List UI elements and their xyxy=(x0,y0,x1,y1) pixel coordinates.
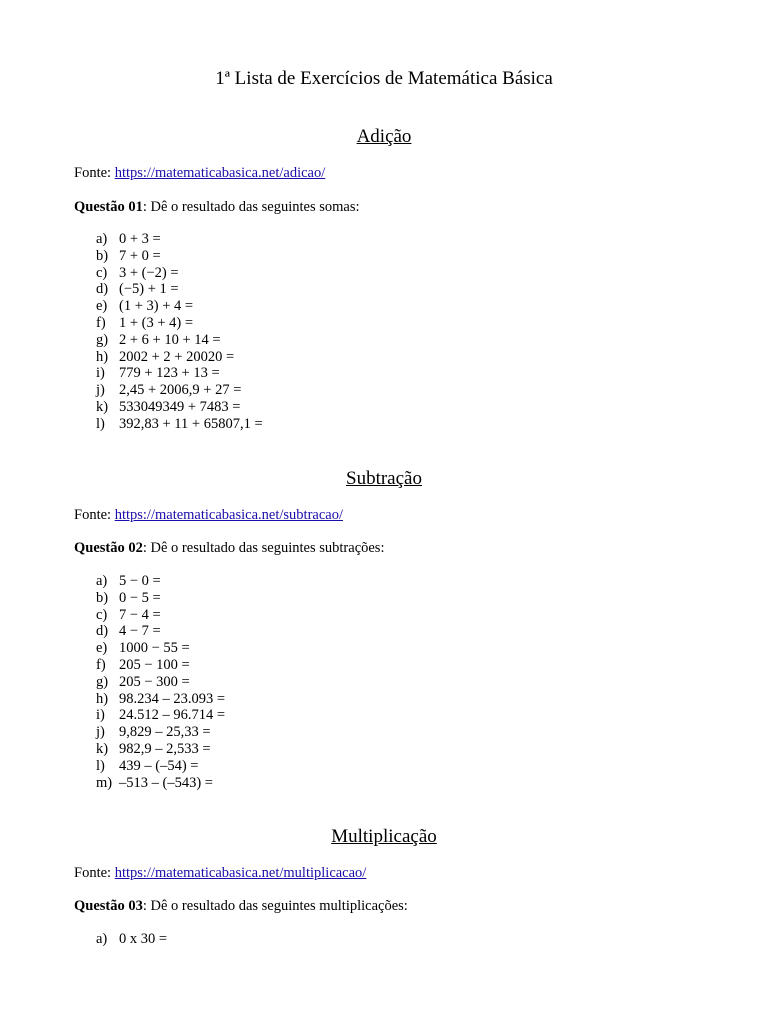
question-text: : Dê o resultado das seguintes somas: xyxy=(142,199,360,215)
item-letter: j) xyxy=(96,382,105,399)
list-item xyxy=(96,623,225,640)
source-line xyxy=(74,164,325,182)
item-expression: 439 – (–54) = xyxy=(119,757,199,774)
item-letter: g) xyxy=(96,331,109,348)
item-expression: 2 + 6 + 10 + 14 = xyxy=(119,331,221,348)
item-expression: 5 − 0 = xyxy=(119,573,161,589)
question-text: : Dê o resultado das seguintes multiplicações: xyxy=(142,898,408,914)
item-letter: e) xyxy=(96,640,108,657)
section-heading: Multiplicação xyxy=(331,826,437,847)
item-expression: 533049349 + 7483 = xyxy=(119,398,241,415)
item-letter: a) xyxy=(96,931,108,947)
item-letter: l) xyxy=(96,757,105,774)
item-expression: –513 – (–543) = xyxy=(119,774,213,791)
question-03 xyxy=(74,897,408,915)
item-letter: f) xyxy=(96,656,106,673)
list-item xyxy=(96,640,225,657)
list-item xyxy=(96,657,225,674)
list-item xyxy=(96,382,263,399)
section-heading: Adição xyxy=(356,126,412,147)
source-link-multiplicacao[interactable]: https://matematicabasica.net/multiplicacao/ xyxy=(114,865,367,881)
list-item xyxy=(96,332,263,349)
item-expression: 205 − 100 = xyxy=(119,656,190,673)
item-expression: 24.512 – 96.714 = xyxy=(119,707,226,724)
exercise-list-adicao xyxy=(96,231,263,433)
item-letter: c) xyxy=(96,606,108,623)
list-item xyxy=(96,365,263,382)
item-expression: 1 + (3 + 4) = xyxy=(119,314,194,331)
item-letter: m) xyxy=(96,774,113,791)
list-item xyxy=(96,315,263,332)
item-expression: 1000 − 55 = xyxy=(119,640,190,657)
list-item xyxy=(96,416,263,433)
question-label: Questão 02 xyxy=(74,540,143,556)
item-letter: h) xyxy=(96,690,109,707)
source-prefix: Fonte: xyxy=(74,507,115,523)
item-expression: 7 + 0 = xyxy=(119,247,161,264)
list-item xyxy=(96,931,167,948)
list-item xyxy=(96,281,263,298)
item-expression: 0 + 3 = xyxy=(119,231,161,247)
list-item xyxy=(96,248,263,265)
source-prefix: Fonte: xyxy=(74,865,115,881)
list-item xyxy=(96,724,225,741)
question-label: Questão 01 xyxy=(74,199,143,215)
list-item xyxy=(96,741,225,758)
item-letter: l) xyxy=(96,415,105,432)
list-item xyxy=(96,707,225,724)
item-expression: (−5) + 1 = xyxy=(119,281,179,298)
item-expression: 98.234 – 23.093 = xyxy=(119,690,226,707)
item-letter: e) xyxy=(96,298,108,315)
item-expression: 779 + 123 + 13 = xyxy=(119,365,220,382)
item-letter: a) xyxy=(96,573,108,589)
exercise-list-multiplicacao xyxy=(96,931,167,948)
page-title: 1ª Lista de Exercícios de Matemática Básica xyxy=(215,68,553,89)
item-expression: 7 − 4 = xyxy=(119,606,161,623)
list-item xyxy=(96,758,225,775)
list-item xyxy=(96,399,263,416)
item-letter: c) xyxy=(96,264,108,281)
exercise-list-subtracao xyxy=(96,573,225,791)
list-item xyxy=(96,265,263,282)
item-letter: f) xyxy=(96,314,106,331)
item-letter: i) xyxy=(96,707,105,724)
source-prefix: Fonte: xyxy=(74,165,115,181)
item-expression: 4 − 7 = xyxy=(119,623,161,640)
list-item xyxy=(96,231,263,248)
list-item xyxy=(96,298,263,315)
list-item xyxy=(96,349,263,366)
item-expression: 3 + (−2) = xyxy=(119,264,179,281)
source-link-adicao[interactable]: https://matematicabasica.net/adicao/ xyxy=(114,165,326,181)
item-expression: (1 + 3) + 4 = xyxy=(119,298,194,315)
item-letter: g) xyxy=(96,673,109,690)
item-letter: k) xyxy=(96,398,109,415)
question-label: Questão 03 xyxy=(74,898,143,914)
list-item xyxy=(96,674,225,691)
section-heading: Subtração xyxy=(346,468,422,489)
item-expression: 2002 + 2 + 20020 = xyxy=(119,348,235,365)
item-expression: 392,83 + 11 + 65807,1 = xyxy=(119,415,263,432)
question-text: : Dê o resultado das seguintes subtrações: xyxy=(142,540,385,556)
item-expression: 0 x 30 = xyxy=(119,931,168,947)
item-letter: i) xyxy=(96,365,105,382)
section-multiplicacao xyxy=(0,823,768,851)
source-line xyxy=(74,506,343,524)
item-expression: 2,45 + 2006,9 + 27 = xyxy=(119,382,242,399)
item-letter: d) xyxy=(96,281,109,298)
item-letter: j) xyxy=(96,724,105,741)
question-02 xyxy=(74,539,384,557)
item-expression: 205 − 300 = xyxy=(119,673,190,690)
list-item xyxy=(96,607,225,624)
item-letter: h) xyxy=(96,348,109,365)
list-item xyxy=(96,775,225,792)
item-letter: b) xyxy=(96,589,109,606)
question-01 xyxy=(74,198,360,216)
source-line xyxy=(74,864,366,882)
item-letter: b) xyxy=(96,247,109,264)
section-adicao xyxy=(0,123,768,151)
item-letter: d) xyxy=(96,623,109,640)
item-expression: 9,829 – 25,33 = xyxy=(119,724,211,741)
item-letter: k) xyxy=(96,740,109,757)
source-link-subtracao[interactable]: https://matematicabasica.net/subtracao/ xyxy=(114,507,343,523)
list-item xyxy=(96,691,225,708)
list-item xyxy=(96,573,225,590)
section-subtracao xyxy=(0,465,768,493)
item-expression: 982,9 – 2,533 = xyxy=(119,740,211,757)
item-expression: 0 − 5 = xyxy=(119,589,161,606)
list-item xyxy=(96,590,225,607)
item-letter: a) xyxy=(96,231,108,247)
